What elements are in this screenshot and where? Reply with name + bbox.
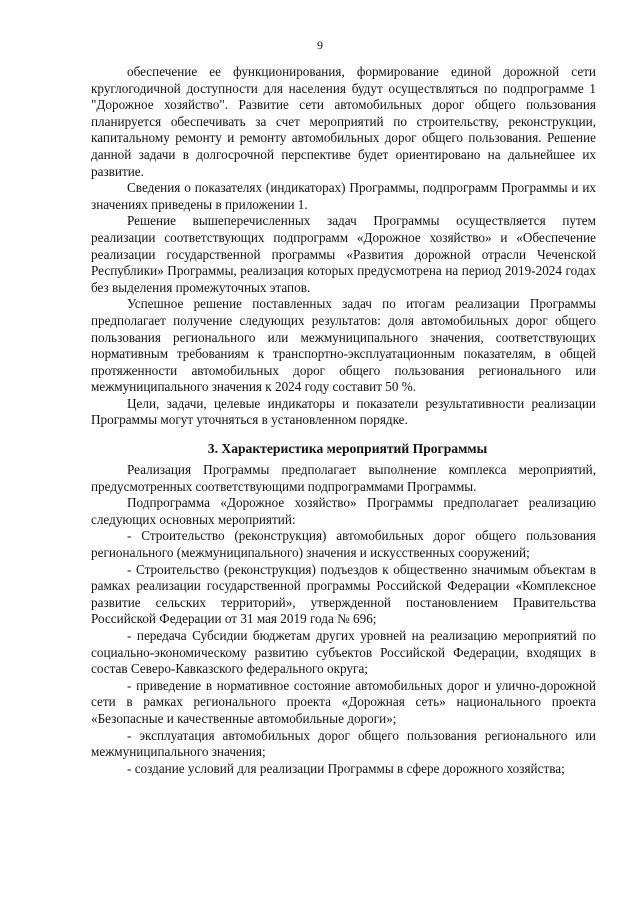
list-item: - Строительство (реконструкция) автомобильных дорог общего пользования регионального (межмуниципального) значения и искусственных сооружений; xyxy=(91,528,596,561)
paragraph: Сведения о показателях (индикаторах) Программы, подпрограмм Программы и их значениях приведены в приложении 1. xyxy=(91,180,596,212)
paragraph: обеспечение ее функционирования, формирование единой дорожной сети круглогодичной доступности для населения будут осуществляться по подпрограмме 1 "Дорожное хозяйство". Развитие сети автомобильных дорог общего пользования планируется обеспечивать за счет мероприятий по строительству, реконструкции, капитальному ремонту и ремонту автомобильных дорог общего пользования. Решение данной задачи в долгосрочной перспективе будет ориентировано на дальнейшее их развитие. xyxy=(91,64,596,179)
page-number: 9 xyxy=(317,38,323,52)
list-item: - Строительство (реконструкция) подъездов к общественно значимым объектам в рамках реализации государственной программы Российской Федерации «Комплексное развитие сельских территорий», утвержденной постановлением Правительства Российской Федерации от 31 мая 2019 года № 696; xyxy=(91,561,596,627)
section-heading: 3. Характеристика мероприятий Программы xyxy=(207,441,488,457)
paragraph: Реализация Программы предполагает выполнение комплекса мероприятий, предусмотренных соответствующими подпрограммами Программы. xyxy=(91,462,596,494)
paragraph: Решение вышеперечисленных задач Программы осуществляется путем реализации соответствующих подпрограмм «Дорожное хозяйство» и «Обеспечение реализации государственной программы «Развития дорожной отрасли Чеченской Республики» Программы, реализация которых предусмотрена на период 2019-2024 годах без выделения промежуточных этапов. xyxy=(91,213,596,295)
list-item: - эксплуатация автомобильных дорог общего пользования регионального или межмуниципального значения; xyxy=(91,727,596,760)
paragraph: Подпрограмма «Дорожное хозяйство» Программы предполагает реализацию следующих основных мероприятий: xyxy=(91,495,596,527)
list-item: - создание условий для реализации Программы в сфере дорожного хозяйства; xyxy=(127,760,565,776)
page-body xyxy=(91,64,596,777)
list-item: - передача Субсидии бюджетам других уровней на реализацию мероприятий по социально-экономическому развитию субъектов Российской Федерации, входящих в состав Северо-Кавказского федерального округа; xyxy=(91,628,596,677)
paragraph: Цели, задачи, целевые индикаторы и показатели результативности реализации Программы могут уточняться в установленном порядке. xyxy=(91,395,596,428)
list-item: - приведение в нормативное состояние автомобильных дорог и улично-дорожной сети в рамках регионального проекта «Дорожная сеть» национального проекта «Безопасные и качественные автомобильные дороги»; xyxy=(91,677,596,726)
paragraph: Успешное решение поставленных задач по итогам реализации Программы предполагает получение следующих результатов: доля автомобильных дорог общего пользования регионального или межмуниципального значения, соответствующих нормативным требованиям к транспортно-эксплуатационным показателям, в общей протяженности автомобильных дорог общего пользования регионального или межмуниципального значения к 2024 году составит 50 %. xyxy=(91,296,596,395)
